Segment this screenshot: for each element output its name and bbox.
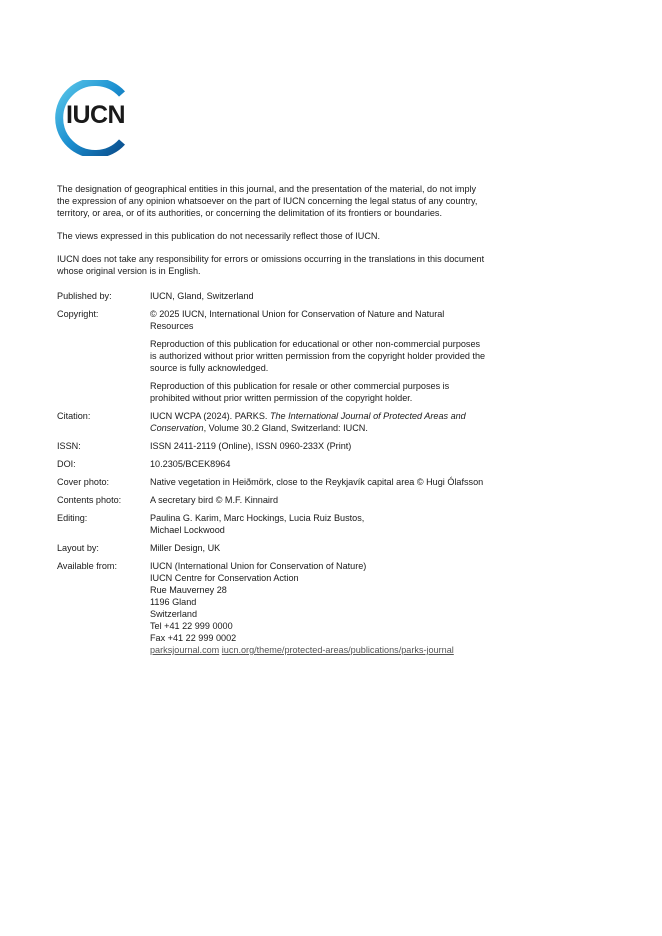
citation-label: Citation: (57, 411, 91, 421)
citation-value (150, 410, 487, 434)
layout-by-row (57, 542, 487, 554)
layout-by-value: Miller Design, UK (150, 543, 221, 553)
disclaimer-paragraph-1: The designation of geographical entities in this journal, and the presentation of the material, do not imply the expression of any opinion whatsoever on the part of IUCN concerning the legal status of any country, territory, or area, or of its authorities, or concerning the delimitation of its frontiers or boundaries. (57, 184, 478, 218)
doi-value: 10.2305/BCEK8964 (150, 459, 231, 469)
citation-prefix: IUCN WCPA (2024). PARKS. (150, 411, 270, 421)
address-line: Rue Mauverney 28 (150, 585, 227, 595)
issn-value: ISSN 2411-2119 (Online), ISSN 0960-233X (Print) (150, 441, 352, 451)
citation-row (57, 410, 487, 434)
available-from-label: Available from: (57, 561, 117, 571)
issn-label: ISSN: (57, 441, 81, 451)
layout-by-label: Layout by: (57, 543, 99, 553)
copyright-value-block (150, 308, 487, 404)
imprint-content (57, 183, 487, 662)
published-by-label: Published by: (57, 291, 112, 301)
contents-photo-label: Contents photo: (57, 495, 122, 505)
reproduction-commercial: Reproduction of this publication for resale or other commercial purposes is prohibited without prior written permission of the copyright holder. (150, 381, 450, 403)
doi-row (57, 458, 487, 470)
cover-photo-row (57, 476, 487, 488)
copyright-label: Copyright: (57, 309, 99, 319)
contents-photo-row (57, 494, 487, 506)
citation-journal-title: The International Journal of Protected Areas and Conservation (150, 411, 466, 433)
editors-line-1: Paulina G. Karim, Marc Hockings, Lucia Ruiz Bustos, (150, 513, 365, 523)
address-line: IUCN (International Union for Conservation of Nature) (150, 561, 367, 571)
citation-suffix: , Volume 30.2 Gland, Switzerland: IUCN. (203, 423, 368, 433)
copyright-value: © 2025 IUCN, International Union for Conservation of Nature and Natural Resources (150, 309, 445, 331)
cover-photo-value: Native vegetation in Heiðmörk, close to the Reykjavík capital area © Hugi Ólafsson (150, 477, 484, 487)
editing-row (57, 512, 487, 536)
cover-photo-label: Cover photo: (57, 477, 110, 487)
links-line (150, 644, 487, 656)
parksjournal-link[interactable]: parksjournal.com (150, 645, 220, 655)
issn-row (57, 440, 487, 452)
available-from-row (57, 560, 487, 656)
address-line: Switzerland (150, 609, 198, 619)
published-by-value: IUCN, Gland, Switzerland (150, 291, 254, 301)
disclaimer-paragraph-2: The views expressed in this publication do not necessarily reflect those of IUCN. (57, 231, 380, 241)
contents-photo-value: A secretary bird © M.F. Kinnaird (150, 495, 278, 505)
available-from-value (150, 560, 487, 656)
editing-label: Editing: (57, 513, 88, 523)
logo-text: IUCN (66, 101, 126, 129)
address-line: IUCN Centre for Conservation Action (150, 573, 299, 583)
iucn-parks-journal-link[interactable]: iucn.org/theme/protected-areas/publications/parks-journal (221, 645, 454, 655)
phone-line: Tel +41 22 999 0000 (150, 621, 233, 631)
address-line: 1196 Gland (150, 597, 197, 607)
publication-details (57, 290, 487, 656)
editors-line-2: Michael Lockwood (150, 525, 225, 535)
editing-value (150, 512, 487, 536)
reproduction-noncommercial: Reproduction of this publication for educational or other non-commercial purposes is authorized without prior written permission from the copyright holder provided the source is fully acknowledged. (150, 339, 486, 373)
published-by-row (57, 290, 487, 302)
doi-label: DOI: (57, 459, 76, 469)
fax-line: Fax +41 22 999 0002 (150, 633, 237, 643)
disclaimer-paragraph-3: IUCN does not take any responsibility for errors or omissions occurring in the translations in this document whose original version is in English. (57, 254, 485, 276)
copyright-row (57, 308, 487, 404)
